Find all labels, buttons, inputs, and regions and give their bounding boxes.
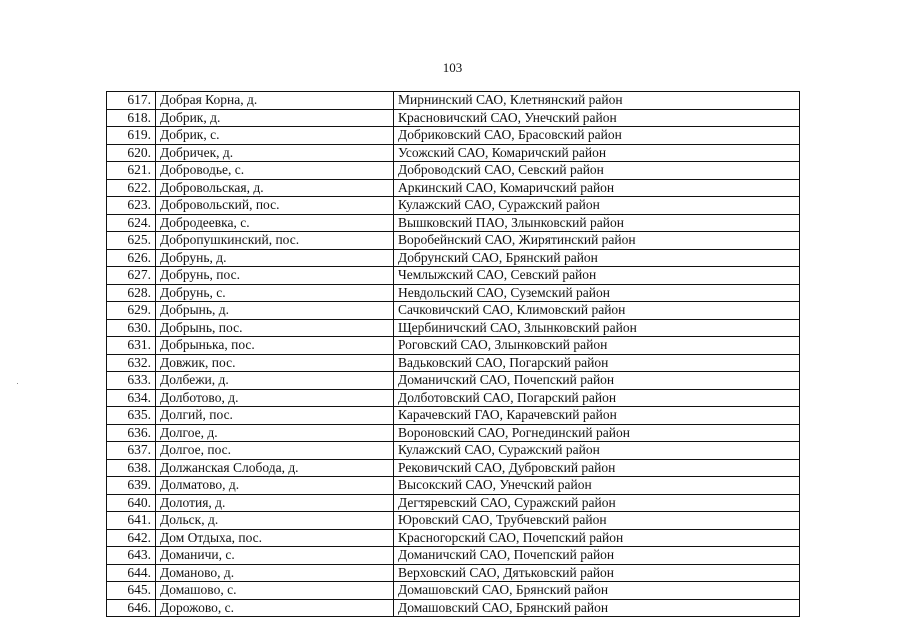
- settlement-name-cell: Добрая Корна, д.: [156, 92, 394, 110]
- administrative-unit-cell: Аркинский САО, Комаричский район: [394, 179, 800, 197]
- administrative-unit-cell: Добриковский САО, Брасовский район: [394, 127, 800, 145]
- row-number-cell: 624.: [107, 214, 156, 232]
- settlement-name-cell: Долматово, д.: [156, 477, 394, 495]
- administrative-unit-cell: Юровский САО, Трубчевский район: [394, 512, 800, 530]
- table-row: [107, 389, 800, 407]
- table-row: [107, 372, 800, 390]
- settlement-name-cell: Долбежи, д.: [156, 372, 394, 390]
- administrative-unit-cell: Доманичский САО, Почепский район: [394, 547, 800, 565]
- settlement-name-cell: Долгое, д.: [156, 424, 394, 442]
- administrative-unit-cell: Домашовский САО, Брянский район: [394, 582, 800, 600]
- administrative-unit-cell: Мирнинский САО, Клетнянский район: [394, 92, 800, 110]
- table-row: [107, 564, 800, 582]
- settlement-name-cell: Добрик, с.: [156, 127, 394, 145]
- table-row: [107, 179, 800, 197]
- table-row: [107, 267, 800, 285]
- row-number-cell: 629.: [107, 302, 156, 320]
- row-number-cell: 625.: [107, 232, 156, 250]
- administrative-unit-cell: Сачковичский САО, Климовский район: [394, 302, 800, 320]
- settlement-name-cell: Доманово, д.: [156, 564, 394, 582]
- table-row: [107, 284, 800, 302]
- row-number-cell: 627.: [107, 267, 156, 285]
- administrative-unit-cell: Домашовский САО, Брянский район: [394, 599, 800, 617]
- settlement-name-cell: Добрынь, пос.: [156, 319, 394, 337]
- table-row: [107, 337, 800, 355]
- row-number-cell: 645.: [107, 582, 156, 600]
- administrative-unit-cell: Добрунский САО, Брянский район: [394, 249, 800, 267]
- settlement-name-cell: Дорожово, с.: [156, 599, 394, 617]
- settlement-name-cell: Долотия, д.: [156, 494, 394, 512]
- row-number-cell: 633.: [107, 372, 156, 390]
- row-number-cell: 635.: [107, 407, 156, 425]
- table-row: [107, 477, 800, 495]
- administrative-unit-cell: Кулажский САО, Суражский район: [394, 197, 800, 215]
- row-number-cell: 642.: [107, 529, 156, 547]
- row-number-cell: 640.: [107, 494, 156, 512]
- administrative-unit-cell: Щербиничский САО, Злынковский район: [394, 319, 800, 337]
- administrative-unit-cell: Вороновский САО, Рогнединский район: [394, 424, 800, 442]
- administrative-unit-cell: Доманичский САО, Почепский район: [394, 372, 800, 390]
- table-row: [107, 92, 800, 110]
- table-body: [107, 92, 800, 617]
- settlement-name-cell: Добрынька, пос.: [156, 337, 394, 355]
- settlement-name-cell: Добропушкинский, пос.: [156, 232, 394, 250]
- administrative-unit-cell: Воробейнский САО, Жирятинский район: [394, 232, 800, 250]
- administrative-unit-cell: Кулажский САО, Суражский район: [394, 442, 800, 460]
- settlement-name-cell: Добрунь, д.: [156, 249, 394, 267]
- table-row: [107, 319, 800, 337]
- administrative-unit-cell: Роговский САО, Злынковский район: [394, 337, 800, 355]
- administrative-unit-cell: Верховский САО, Дятьковский район: [394, 564, 800, 582]
- table-row: [107, 214, 800, 232]
- row-number-cell: 632.: [107, 354, 156, 372]
- table-row: [107, 512, 800, 530]
- settlement-name-cell: Добрунь, с.: [156, 284, 394, 302]
- table-row: [107, 442, 800, 460]
- row-number-cell: 617.: [107, 92, 156, 110]
- administrative-unit-cell: Вышковский ПАО, Злынковский район: [394, 214, 800, 232]
- settlement-name-cell: Доброводье, с.: [156, 162, 394, 180]
- row-number-cell: 618.: [107, 109, 156, 127]
- row-number-cell: 626.: [107, 249, 156, 267]
- settlement-name-cell: Дольск, д.: [156, 512, 394, 530]
- administrative-unit-cell: Долботовский САО, Погарский район: [394, 389, 800, 407]
- administrative-unit-cell: Дегтяревский САО, Суражский район: [394, 494, 800, 512]
- administrative-unit-cell: Высокский САО, Унечский район: [394, 477, 800, 495]
- settlements-table: [106, 91, 800, 617]
- table-row: [107, 127, 800, 145]
- table-row: [107, 494, 800, 512]
- row-number-cell: 646.: [107, 599, 156, 617]
- row-number-cell: 622.: [107, 179, 156, 197]
- settlement-name-cell: Добрунь, пос.: [156, 267, 394, 285]
- settlement-name-cell: Довжик, пос.: [156, 354, 394, 372]
- table-row: [107, 197, 800, 215]
- table-row: [107, 424, 800, 442]
- settlement-name-cell: Долгий, пос.: [156, 407, 394, 425]
- settlement-name-cell: Долгое, пос.: [156, 442, 394, 460]
- settlement-name-cell: Добричек, д.: [156, 144, 394, 162]
- table-row: [107, 529, 800, 547]
- table-row: [107, 599, 800, 617]
- row-number-cell: 636.: [107, 424, 156, 442]
- row-number-cell: 631.: [107, 337, 156, 355]
- settlement-name-cell: Домашово, с.: [156, 582, 394, 600]
- table-row: [107, 582, 800, 600]
- settlement-name-cell: Должанская Слобода, д.: [156, 459, 394, 477]
- row-number-cell: 637.: [107, 442, 156, 460]
- row-number-cell: 638.: [107, 459, 156, 477]
- row-number-cell: 623.: [107, 197, 156, 215]
- table-row: [107, 109, 800, 127]
- settlement-name-cell: Долботово, д.: [156, 389, 394, 407]
- settlement-name-cell: Добровольский, пос.: [156, 197, 394, 215]
- row-number-cell: 620.: [107, 144, 156, 162]
- table-row: [107, 302, 800, 320]
- administrative-unit-cell: Чемлыжский САО, Севский район: [394, 267, 800, 285]
- administrative-unit-cell: Рековичский САО, Дубровский район: [394, 459, 800, 477]
- row-number-cell: 644.: [107, 564, 156, 582]
- row-number-cell: 634.: [107, 389, 156, 407]
- scan-speck: [17, 383, 18, 384]
- administrative-unit-cell: Красногорский САО, Почепский район: [394, 529, 800, 547]
- administrative-unit-cell: Вадьковский САО, Погарский район: [394, 354, 800, 372]
- settlement-name-cell: Дом Отдыха, пос.: [156, 529, 394, 547]
- row-number-cell: 628.: [107, 284, 156, 302]
- table-row: [107, 407, 800, 425]
- row-number-cell: 621.: [107, 162, 156, 180]
- row-number-cell: 643.: [107, 547, 156, 565]
- administrative-unit-cell: Усожский САО, Комаричский район: [394, 144, 800, 162]
- administrative-unit-cell: Доброводский САО, Севский район: [394, 162, 800, 180]
- row-number-cell: 639.: [107, 477, 156, 495]
- administrative-unit-cell: Карачевский ГАО, Карачевский район: [394, 407, 800, 425]
- settlement-name-cell: Добрик, д.: [156, 109, 394, 127]
- table-row: [107, 162, 800, 180]
- row-number-cell: 619.: [107, 127, 156, 145]
- row-number-cell: 641.: [107, 512, 156, 530]
- settlement-name-cell: Добровольская, д.: [156, 179, 394, 197]
- settlement-name-cell: Добродеевка, с.: [156, 214, 394, 232]
- page-number: 103: [442, 60, 463, 75]
- table-row: [107, 459, 800, 477]
- administrative-unit-cell: Невдольский САО, Суземский район: [394, 284, 800, 302]
- administrative-unit-cell: Красновичский САО, Унечский район: [394, 109, 800, 127]
- settlement-name-cell: Доманичи, с.: [156, 547, 394, 565]
- table-row: [107, 354, 800, 372]
- settlement-name-cell: Добрынь, д.: [156, 302, 394, 320]
- table-row: [107, 547, 800, 565]
- table-row: [107, 144, 800, 162]
- table-row: [107, 249, 800, 267]
- row-number-cell: 630.: [107, 319, 156, 337]
- table-row: [107, 232, 800, 250]
